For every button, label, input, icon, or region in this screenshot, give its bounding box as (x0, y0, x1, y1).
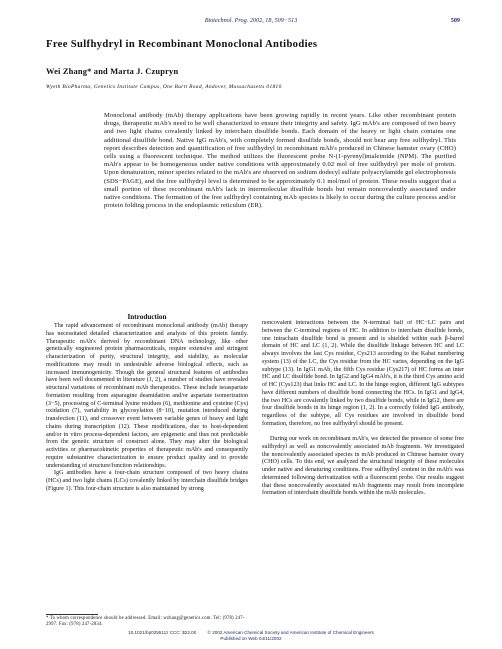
correspondence-footnote: * To whom correspondence should be addressed. Email: wzhang@genetics.com. Tel: (978) 247-2997. Fax: (978) 247-2834. (46, 616, 245, 627)
affiliation: Wyeth BioPharma, Genetics Institute Campus, One Burtt Road, Andover, Massachusetts 01810 (46, 84, 282, 90)
intro-paragraph-2: IgG antibodies have a four-chain structure composed of two heavy chains (HCs) and two light chains (LCs) covalently linked by interchain disulfide bridges (Figure 1). This four-chain structure is also maintained by strong (46, 470, 248, 492)
footnote-divider (46, 614, 98, 615)
page-number: 509 (450, 17, 460, 24)
doi-text: 10.1021/bp025511z CCC: $22.00 (128, 630, 197, 635)
left-column (46, 313, 248, 563)
intro-paragraph-3: noncovalent interactions between the N-terminal half of HC−LC pairs and between the C-terminal regions of HC. In addition to interchain disulfide bonds, one intrachain disulfide bond is present and is shielded within each β-barrel domain of HC and LC (1, 2). While the disulfide linkage between HC and LC always involves the last Cys residue, Cys213 according to the Kabat numbering system (13) of the LC, the Cys residue from the HC varies, depending on the IgG subtype (13). In IgG1 mAb, the fifth Cys residue (Cys217) of HC forms an inter HC and LC disulfide bond. In IgG2 and IgG4 mAb's, it is the third Cys amino acid of HC (Cys123) that links HC and LC. In the hinge region, different IgG subtypes have different numbers of disulfide bond connecting the HCs. In IgG1 and IgG4, the two HCs are covalently linked by two disulfide bonds, while in IgG2, there are four disulfide bonds in its hinge region (1, 2). In a correctly folded IgG antibody, regardless of the subtype, all Cys residues are involved in disulfide bond formation, therefore, no free sulfhydryl should be present. (262, 320, 464, 427)
right-column (262, 320, 464, 557)
journal-citation: Biotechnol. Prog. 2002, 18, 509−513 (204, 17, 298, 24)
copyright-text: © 2002 American Chemical Society and American Institute of Chemical Engineers (207, 630, 374, 635)
abstract (104, 112, 456, 302)
author-list: Wei Zhang* and Marta J. Czupryn (46, 67, 179, 76)
publication-date: Published on Web 04/11/2002 (220, 636, 282, 642)
intro-paragraph-4: During our work on recombinant mAb's, we detected the presence of some free sulfhydryl as well as noncovalently associated mAb fragments. We investigated the noncovalently associated species in mAb produced in Chinese hamster ovary (CHO) cells. To this end, we analyzed the structural integrity of these molecules under native and denaturing conditions. Free sulfhydryl content in the mAb's was determined following derivatization with a fluorescent probe. Our results suggest that these noncovalently associated mAb fragments may result from incomplete formation of interchain disulfide bonds within the mAb molecules. (262, 436, 464, 497)
article-title: Free Sulfhydryl in Recombinant Monoclonal Antibodies (46, 39, 318, 50)
section-heading-introduction: Introduction (127, 313, 167, 321)
page-footer (0, 630, 502, 642)
intro-paragraph-1: The rapid advancement of recombinant monoclonal antibody (mAb) therapy has necessitated detailed characterization and analysis of this protein family. Therapeutic mAb's derived by recombinant DNA technology, like other genetically engineered protein pharmaceuticals, require extensive and stringent characterization of purity, structural integrity, and stability, as molecular modifications may result in undesirable adverse biological effects, such as increased immunogenicity. Though the general structural features of antibodies have been well documented in literature (1, 2), a number of studies have revealed structural variations of recombinant mAb therapeutics. These include isoaspartate formation resulting from asparagine deamidation and/or aspartate isomerization (3−5), processing of C-terminal lysine residues (6), methionine and cysteine (Cys) oxidation (7), variability in glycosylation (8−10), mutation introduced during transfection (11), and crossover event between variable genes of heavy and light chains during transcription (12). These modifications, due to host-dependent and/or in vitro process-dependent factors, are epigenetic and thus not predictable from the genetic structure of construct alone. They may alter the biological activities or pharmacokinetic properties of therapeutic mAb's and consequently require substantive characterization to ensure product quality and to provide understanding of structure/function relationships. (46, 323, 248, 469)
running-head (0, 17, 502, 29)
abstract-text: Monoclonal antibody (mAb) therapy applications have been growing rapidly in recent years. Like other recombinant protein drugs, therapeutic mAb's need to be well characterized to ensure their integrity and safety. IgG mAb's are composed of two heavy and two light chains covalently linked by interchain disulfide bonds. Each domain of the heavy or light chain contains one additional disulfide bond. Native IgG mAb's, with completely formed disulfide bonds, should not bear any free sulfhydryl. This report describes detection and quantification of free sulfhydryl in recombinant mAb's produced in Chinese hamster ovary (CHO) cells using a fluorescent technique. The method utilizes the fluorescent probe N-(1-pyrenyl)maleimide (NPM). The purified mAb's appear to be homogeneous under native conditions with approximately 0.02 mol of free sulfhydryl per mole of protein. Upon denaturation, minor species related to the mAb's are observed on sodium dodecyl sulfate polyacrylamide gel electrophoresis (SDS−PAGE), and the free sulfhydryl level is determined to be approximately 0.1 mol/mol of protein. These results suggest that a small portion of these recombinant mAb's lack in intermolecular disulfide bonds but remain noncovalently associated under native conditions. The formation of the free sulfhydryl containing mAb species is likely to occur during the culture process and/or protein folding process in the endoplasmic reticulum (ER). (104, 112, 456, 210)
